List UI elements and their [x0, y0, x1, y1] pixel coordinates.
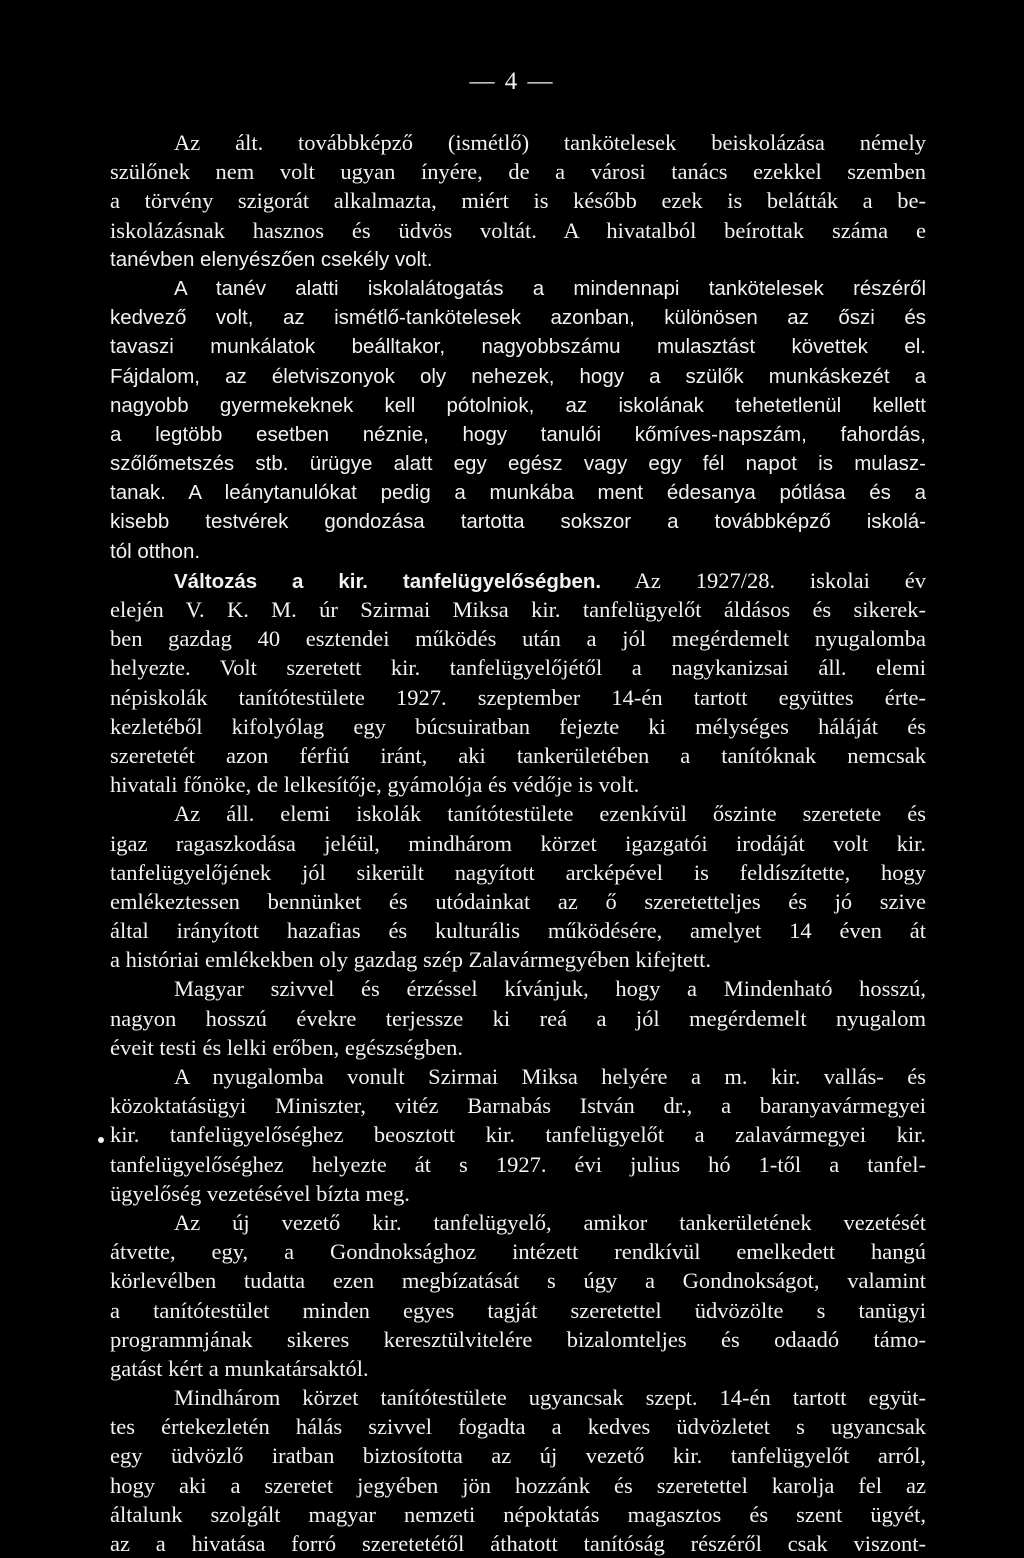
text-line: A tanév alatti iskolalátogatás a mindennapi tankötelesek részéről — [174, 276, 926, 300]
text-line: A nyugalomba vonult Szirmai Miksa helyére a m. kir. vallás- és — [174, 1064, 926, 1089]
text-line: az a hivatása forró szeretetétől áthatott tanítóság részéről csak viszont- — [110, 1531, 926, 1556]
text-line: Magyar szivvel és érzéssel kívánjuk, hogy a Mindenható hosszú, — [174, 976, 926, 1002]
text-line: a históriai emlékekben oly gazdag szép Zalavármegyében kifejtett. — [110, 947, 711, 973]
text-line: szülőnek nem volt ugyan ínyére, de a városi tanács ezekkel szemben — [110, 159, 926, 185]
heading-continuation: Az 1927/28. iskolai év — [634, 567, 926, 593]
text-line: emlékeztessen bennünket és utódainkat az ő szeretetteljes és jó szive — [110, 888, 926, 914]
text-line: Az áll. elemi iskolák tanítótestülete ezenkívül őszinte szeretete és — [174, 801, 926, 827]
text-line: gatást kért a munkatársaktól. — [110, 1355, 369, 1381]
text-line: tavaszi munkálatok beálltakor, nagyobbszámu mulasztást követtek el. — [110, 335, 926, 359]
text-line: hivatali főnöke, de lelkesítője, gyámolója és védője is volt. — [110, 772, 640, 798]
text-line: kisebb testvérek gondozása tartotta sokszor a továbbképző iskolá- — [110, 510, 926, 534]
page-number: — 4 — — [469, 68, 555, 95]
body-text — [110, 128, 926, 1558]
text-line: kir. tanfelügyelőséghez beosztott kir. tanfelügyelőt a zalavármegyei kir. — [110, 1122, 926, 1148]
text-line: ben gazdag 40 esztendei működés után a jól megérdemelt nyugalomba — [110, 626, 926, 652]
text-line: tanak. A leánytanulókat pedig a munkába ment édesanya pótlása és a — [110, 481, 926, 505]
text-line: a tanítótestület minden egyes tagját szeretettel üdvözölte s tanügyi — [110, 1297, 926, 1323]
text-line: egy üdvözlő iratban biztosította az új vezető kir. tanfelügyelőt arról, — [110, 1443, 926, 1469]
text-line: Az új vezető kir. tanfelügyelő, amikor tankerületének vezetését — [174, 1209, 926, 1235]
text-line: közoktatásügyi Miniszter, vitéz Barnabás István dr., a baranyavármegyei — [110, 1093, 926, 1119]
text-line: programmjának sikeres keresztülvitelére bizalomteljes és odaadó támo- — [110, 1326, 926, 1352]
text-line: általunk szolgált magyar nemzeti népoktatás magasztos és szent ügyét, — [110, 1501, 926, 1527]
section-heading: Változás a kir. tanfelügyelőségben. — [174, 569, 602, 593]
text-line: tól otthon. — [110, 539, 201, 563]
text-line — [110, 566, 926, 595]
text-line: által irányított hazafias és kulturális működésére, amelyet 14 éven át — [110, 918, 926, 944]
text-line: szeretetét azon férfiú iránt, aki tankerületében a tanítóknak nemcsak — [110, 742, 926, 768]
text-line: kezletéből kifolyólag egy búcsuiratban fejezte ki mélységes háláját és — [110, 713, 926, 739]
text-line: népiskolák tanítótestülete 1927. szeptember 14-én tartott együttes érte- — [110, 684, 926, 710]
text-line: a törvény szigorát alkalmazta, miért is később ezek is belátták a be- — [110, 188, 926, 214]
text-line: kedvező volt, az ismétlő-tankötelesek azonban, különösen az őszi és — [110, 306, 926, 330]
text-line: éveit testi és lelki erőben, egészségben. — [110, 1034, 463, 1060]
text-line: tanfelügyelőséghez helyezte át s 1927. évi julius hó 1-től a tanfel- — [110, 1151, 926, 1177]
text-line: átvette, egy, a Gondnoksághoz intézett rendkívül emelkedett hangú — [110, 1239, 926, 1265]
margin-mark — [98, 1137, 104, 1143]
text-line: nagyon hosszú évekre terjessze ki reá a jól megérdemelt nyugalom — [110, 1005, 926, 1031]
text-line: elején V. K. M. úr Szirmai Miksa kir. tanfelügyelőt áldásos és sikerek- — [110, 597, 926, 622]
text-line: tes értekezletén hálás szivvel fogadta a kedves üdvözletet s ugyancsak — [110, 1414, 926, 1440]
text-line: nagyobb gyermekeknek kell pótolniok, az iskolának tehetetlenül kellett — [110, 393, 926, 417]
text-line: tanfelügyelőjének jól sikerült nagyított arcképével is feldíszítette, hogy — [110, 859, 926, 885]
text-line: Az ált. továbbképző (ismétlő) tankötelesek beiskolázása némely — [174, 130, 926, 155]
text-line: Fájdalom, az életviszonyok oly nehezek, hogy a szülők munkáskezét a — [110, 364, 926, 388]
text-line: tanévben elenyészően csekély volt. — [110, 247, 433, 271]
text-line: ügyelőség vezetésével bízta meg. — [110, 1180, 410, 1206]
text-line: szőlőmetszés stb. ürügye alatt egy egész vagy egy fél napot is mulasz- — [110, 452, 926, 476]
text-line: helyezte. Volt szeretett kir. tanfelügyelőjétől a nagykanizsai áll. elemi — [110, 655, 926, 681]
text-line: Mindhárom körzet tanítótestülete ugyancsak szept. 14-én tartott együt- — [174, 1385, 926, 1411]
text-line: iskolázásnak hasznos és üdvös voltát. A hivatalból beírottak száma e — [110, 217, 926, 243]
text-line: igaz ragaszkodása jeléül, mindhárom körzet igazgatói irodáját volt kir. — [110, 830, 926, 856]
text-line: körlevélben tudatta ezen megbízatását s úgy a Gondnokságot, valamint — [110, 1268, 926, 1294]
text-line: a legtöbb esetben néznie, hogy tanulói kőmíves-napszám, fahordás, — [110, 422, 926, 446]
text-line: hogy aki a szeretet jegyében jön hozzánk és szeretettel karolja fel az — [110, 1472, 926, 1498]
